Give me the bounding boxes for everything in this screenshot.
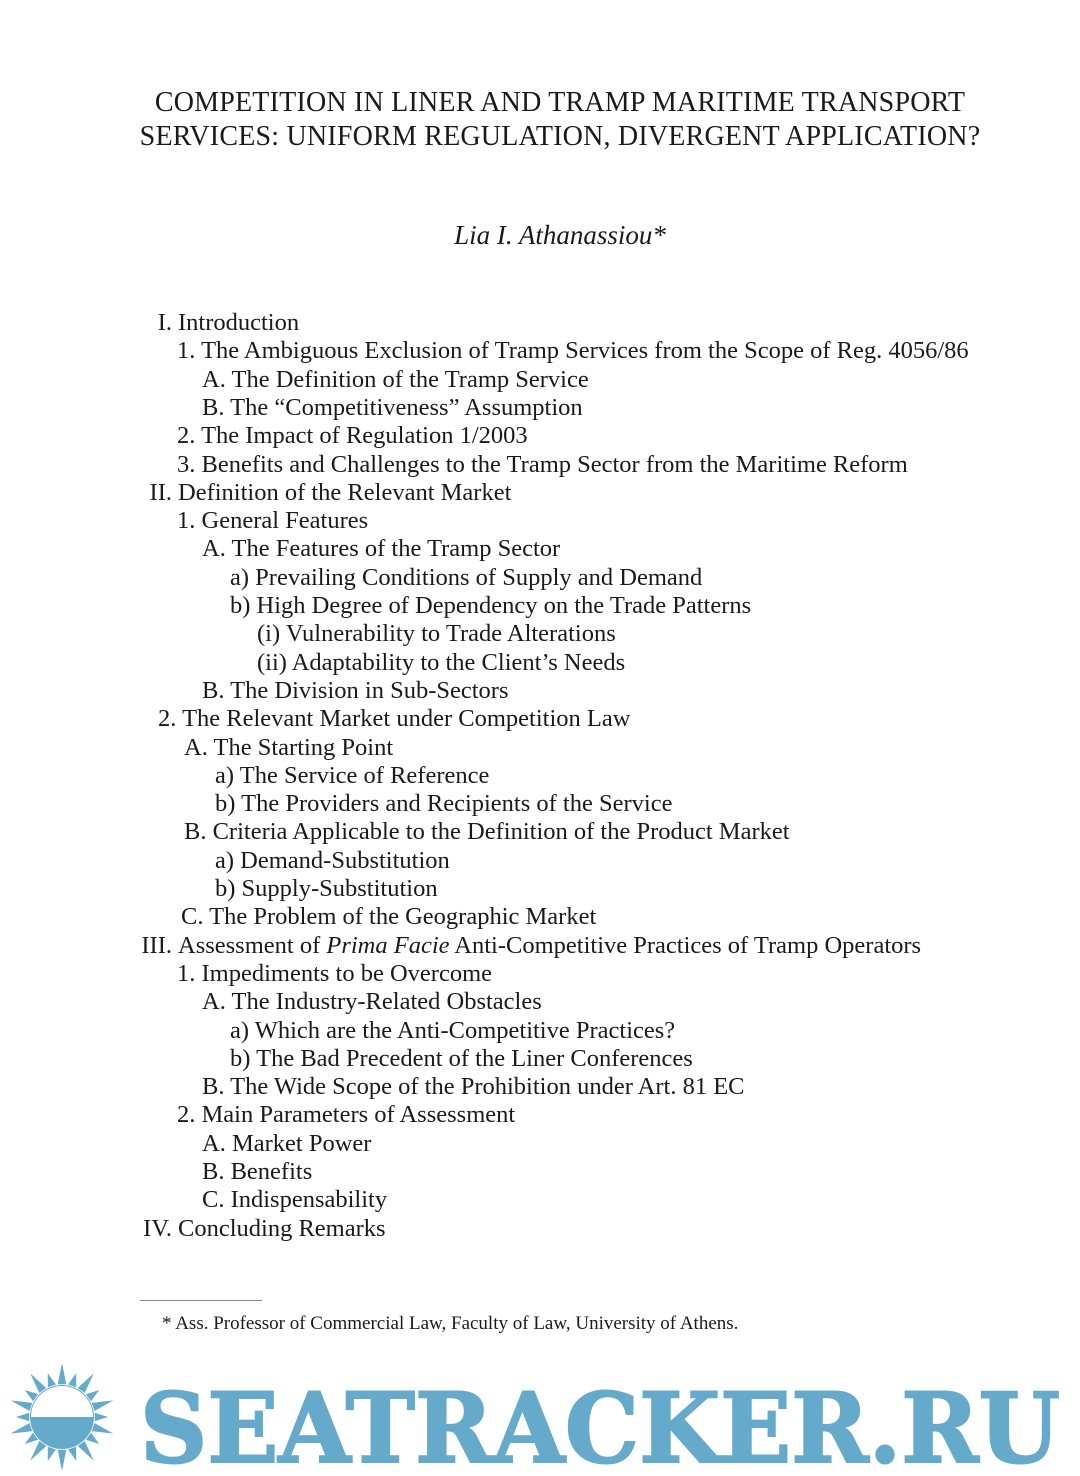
toc-entry-label: General Features xyxy=(201,507,369,535)
toc-entry-number: A. xyxy=(184,733,208,761)
toc-entry-label: Main Parameters of Assessment xyxy=(201,1101,516,1129)
toc-entry-number: A. xyxy=(202,535,226,563)
toc-entry-number: a) xyxy=(215,761,235,789)
toc-entry-number: A. xyxy=(202,365,226,393)
toc-entry-number: B. xyxy=(184,818,207,846)
toc-entry-label: The Providers and Recipients of the Service xyxy=(241,790,673,818)
toc-entry-number: b) xyxy=(230,592,251,619)
toc-entry xyxy=(230,564,702,592)
toc-entry xyxy=(257,649,625,677)
toc-entry-number: IV. xyxy=(143,1214,172,1242)
svg-text:SEATRACKER.RU: SEATRACKER.RU xyxy=(140,1372,1060,1472)
toc-entry xyxy=(202,366,589,394)
toc-entry xyxy=(202,677,509,705)
toc-entry-label: The Service of Reference xyxy=(239,761,490,789)
toc-entry xyxy=(215,847,450,875)
toc-entry xyxy=(136,932,921,960)
toc-entry-label: Definition of the Relevant Market xyxy=(178,478,512,506)
toc-entry-label: The Bad Precedent of the Liner Conferences xyxy=(256,1044,693,1072)
toc-entry-label: The Impact of Regulation 1/2003 xyxy=(201,422,528,450)
toc-entry-label: The Division in Sub-Sectors xyxy=(230,676,509,704)
toc-entry-label: Anti-Competitive Practices of Tramp Operators xyxy=(449,931,922,959)
toc-entry-number: 3. xyxy=(177,450,196,478)
toc-entry xyxy=(202,1186,387,1214)
toc-entry-label: Prevailing Conditions of Supply and Demand xyxy=(255,563,703,591)
toc-entry xyxy=(177,960,492,988)
toc-entry xyxy=(184,818,790,846)
toc-entry-label: High Degree of Dependency on the Trade Patterns xyxy=(256,592,752,619)
toc-entry-label: Impediments to be Overcome xyxy=(201,959,493,987)
toc-entry-label: Market Power xyxy=(231,1129,372,1157)
toc-entry-label: The Industry-Related Obstacles xyxy=(231,988,542,1016)
toc-entry xyxy=(158,705,630,733)
toc-entry-label: The Ambiguous Exclusion of Tramp Services from the Scope of Reg. 4056/86 xyxy=(201,337,969,365)
toc-entry-number: b) xyxy=(230,1044,251,1072)
toc-entry-label: The Problem of the Geographic Market xyxy=(209,903,597,931)
toc-entry-number: b) xyxy=(215,875,236,902)
toc-entry-label: The Features of the Tramp Sector xyxy=(231,535,561,563)
toc-entry-label: Supply-Substitution xyxy=(241,875,438,902)
toc-entry-label: The “Competitiveness” Assumption xyxy=(230,393,583,421)
toc-entry xyxy=(136,1215,386,1243)
toc-entry xyxy=(202,1130,371,1158)
toc-entry-number: III. xyxy=(141,931,172,959)
toc-entry-number: a) xyxy=(230,1016,250,1044)
toc-entry-number: C. xyxy=(181,903,204,931)
toc-entry xyxy=(202,1158,312,1186)
toc-entry-label: Benefits xyxy=(230,1158,313,1185)
toc-entry-number: B. xyxy=(202,393,225,421)
toc-entry xyxy=(136,479,511,507)
toc-entry-number: 1. xyxy=(177,959,196,987)
toc-entry-label: Benefits and Challenges to the Tramp Sector from the Maritime Reform xyxy=(201,450,908,478)
toc-entry xyxy=(215,762,489,790)
toc-entry-label: The Wide Scope of the Prohibition under Art. 81 EC xyxy=(230,1073,745,1101)
toc-entry-label: Introduction xyxy=(178,309,300,336)
toc-entry-number: I. xyxy=(157,309,172,336)
toc-entry xyxy=(177,451,908,479)
footnote: * Ass. Professor of Commercial Law, Faculty of Law, University of Athens. xyxy=(162,1313,739,1334)
toc-entry-label: The Starting Point xyxy=(213,733,394,761)
toc-entry-number: B. xyxy=(202,1158,225,1185)
toc-entry xyxy=(181,903,596,931)
toc-entry-label: Concluding Remarks xyxy=(178,1214,386,1242)
toc-entry xyxy=(136,309,299,337)
footnote-divider xyxy=(140,1300,262,1301)
toc-entry xyxy=(177,1101,515,1129)
toc-entry xyxy=(177,507,368,535)
toc-entry-number: 1. xyxy=(177,507,196,535)
toc-entry-label: Assessment of xyxy=(178,931,327,959)
sun-icon xyxy=(11,1363,114,1471)
toc-entry xyxy=(177,337,969,365)
seatracker-watermark-logo xyxy=(0,1362,1080,1472)
toc-entry xyxy=(215,875,438,903)
toc-entry xyxy=(184,734,393,762)
toc-entry xyxy=(230,592,751,620)
toc-entry xyxy=(230,1017,675,1045)
toc-entry-label: Prima Facie xyxy=(326,931,450,959)
toc-entry-number: a) xyxy=(215,846,235,874)
article-title: COMPETITION IN LINER AND TRAMP MARITIME TRANSPORT SERVICES: UNIFORM REGULATION, DIVERGENT APPLICATION? xyxy=(139,87,981,152)
toc-entry xyxy=(230,1045,693,1073)
toc-entry-number: A. xyxy=(202,1129,226,1157)
toc-entry-number: (ii) xyxy=(257,648,287,676)
toc-entry-number: b) xyxy=(215,790,236,818)
toc-entry-label: Indispensability xyxy=(230,1186,388,1214)
toc-entry-label: Adaptability to the Client’s Needs xyxy=(291,648,626,676)
toc-entry xyxy=(202,394,583,422)
toc-entry xyxy=(177,422,528,450)
toc-entry-number: (i) xyxy=(257,620,281,648)
author-name: Lia I. Athanassiou* xyxy=(454,220,666,250)
toc-entry xyxy=(202,1073,745,1101)
toc-entry-label: The Relevant Market under Competition Law xyxy=(182,705,631,733)
toc-entry xyxy=(202,988,542,1016)
toc-entry-label: Criteria Applicable to the Definition of the Product Market xyxy=(212,818,790,846)
toc-entry-label: Demand-Substitution xyxy=(240,846,450,874)
toc-entry-label: Which are the Anti-Competitive Practices? xyxy=(254,1016,676,1044)
toc-entry-number: C. xyxy=(202,1186,225,1214)
toc-entry-number: II. xyxy=(149,478,172,506)
toc-entry-number: A. xyxy=(202,988,226,1016)
toc-entry-number: 2. xyxy=(158,705,177,733)
toc-entry-number: B. xyxy=(202,676,225,704)
toc-entry xyxy=(257,620,616,648)
toc-entry-number: a) xyxy=(230,563,250,591)
toc-entry-label: The Definition of the Tramp Service xyxy=(231,365,589,393)
toc-entry-label: Vulnerability to Trade Alterations xyxy=(285,620,616,648)
toc-entry-number: 2. xyxy=(177,422,196,450)
toc-entry xyxy=(202,535,560,563)
toc-entry-number: B. xyxy=(202,1073,225,1101)
toc-entry-number: 1. xyxy=(177,337,196,365)
toc-entry xyxy=(215,790,672,818)
toc-entry-number: 2. xyxy=(177,1101,196,1129)
